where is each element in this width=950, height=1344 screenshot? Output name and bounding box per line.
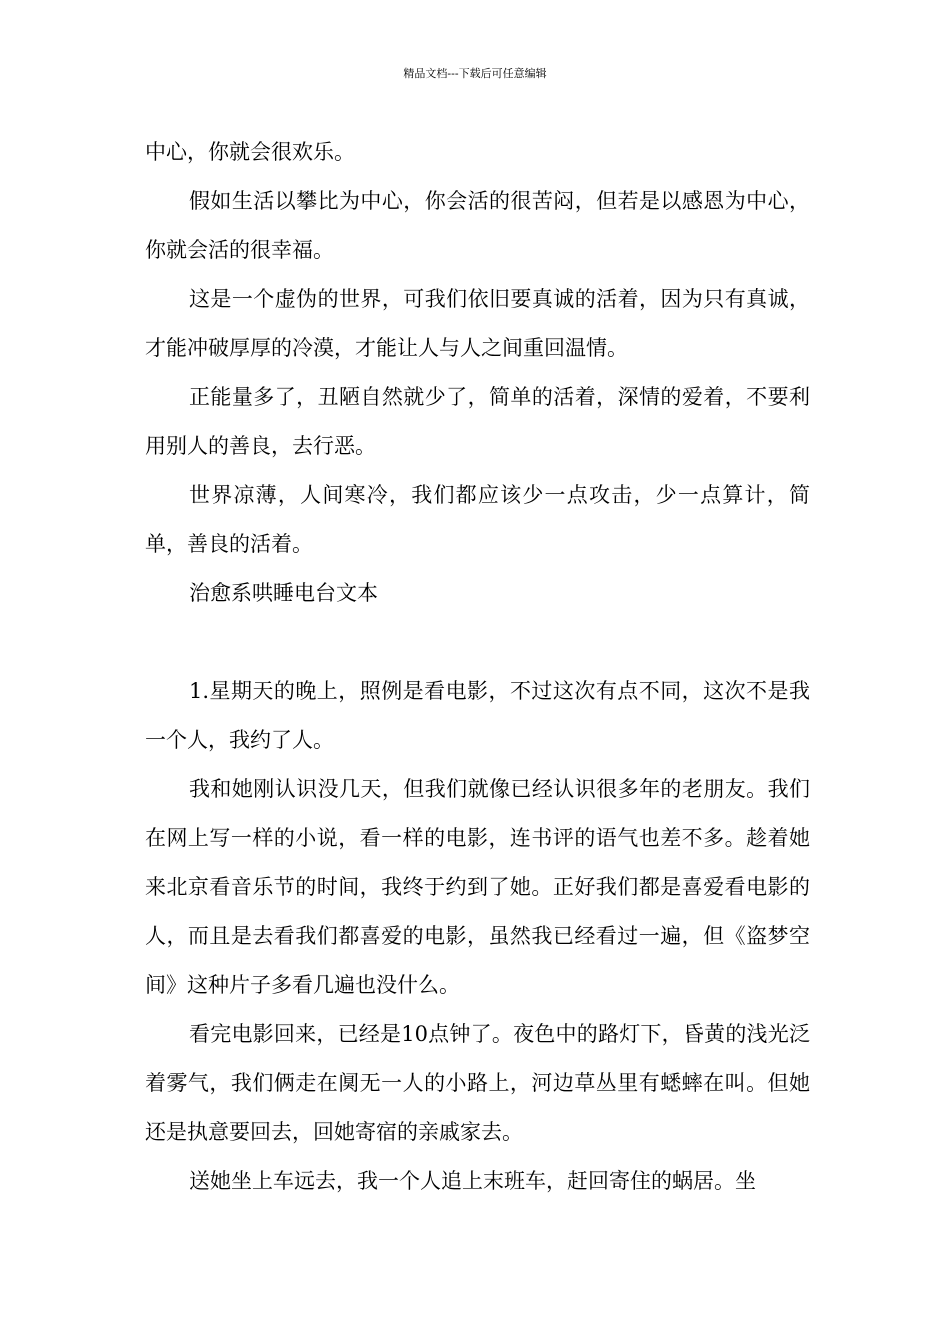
paragraph: 中心，你就会很欢乐。 bbox=[145, 140, 355, 164]
paragraph: 我和她刚认识没几天，但我们就像已经认识很多年的老朋友。我们在网上写一样的小说，看一样的电影，连书评的语气也差不多。趁着她来北京看音乐节的时间，我终于约到了她。正好我们都是喜爱看电影的人，而且是去看我们都喜爱的电影，虽然我已经看过一遍，但《盗梦空间》这种片子多看几遍也没什么。 bbox=[145, 777, 810, 997]
page-header: 精品文档---下载后可任意编辑 bbox=[403, 67, 547, 80]
paragraph: 看完电影回来，已经是10点钟了。夜色中的路灯下，昏黄的浅光泛着雾气，我们俩走在阒无一人的小路上，河边草丛里有蟋蟀在叫。但她还是执意要回去，回她寄宿的亲戚家去。 bbox=[145, 1022, 810, 1144]
paragraph: 送她坐上车远去，我一个人追上末班车，赶回寄住的蜗居。坐 bbox=[189, 1169, 756, 1193]
paragraph: 正能量多了，丑陋自然就少了，简单的活着，深情的爱着，不要利用别人的善良，去行恶。 bbox=[145, 385, 810, 458]
paragraph: 世界凉薄，人间寒冷，我们都应该少一点攻击，少一点算计，简单，善良的活着。 bbox=[145, 483, 810, 556]
paragraph: 1.星期天的晚上，照例是看电影，不过这次有点不同，这次不是我一个人，我约了人。 bbox=[145, 679, 810, 752]
section-title: 治愈系哄睡电台文本 bbox=[189, 581, 378, 605]
document-body bbox=[145, 128, 810, 1206]
blank-line bbox=[145, 618, 810, 667]
paragraph: 假如生活以攀比为中心，你会活的很苦闷，但若是以感恩为中心，你就会活的很幸福。 bbox=[145, 189, 810, 262]
paragraph: 这是一个虚伪的世界，可我们依旧要真诚的活着，因为只有真诚，才能冲破厚厚的冷漠，才能让人与人之间重回温情。 bbox=[145, 287, 810, 360]
